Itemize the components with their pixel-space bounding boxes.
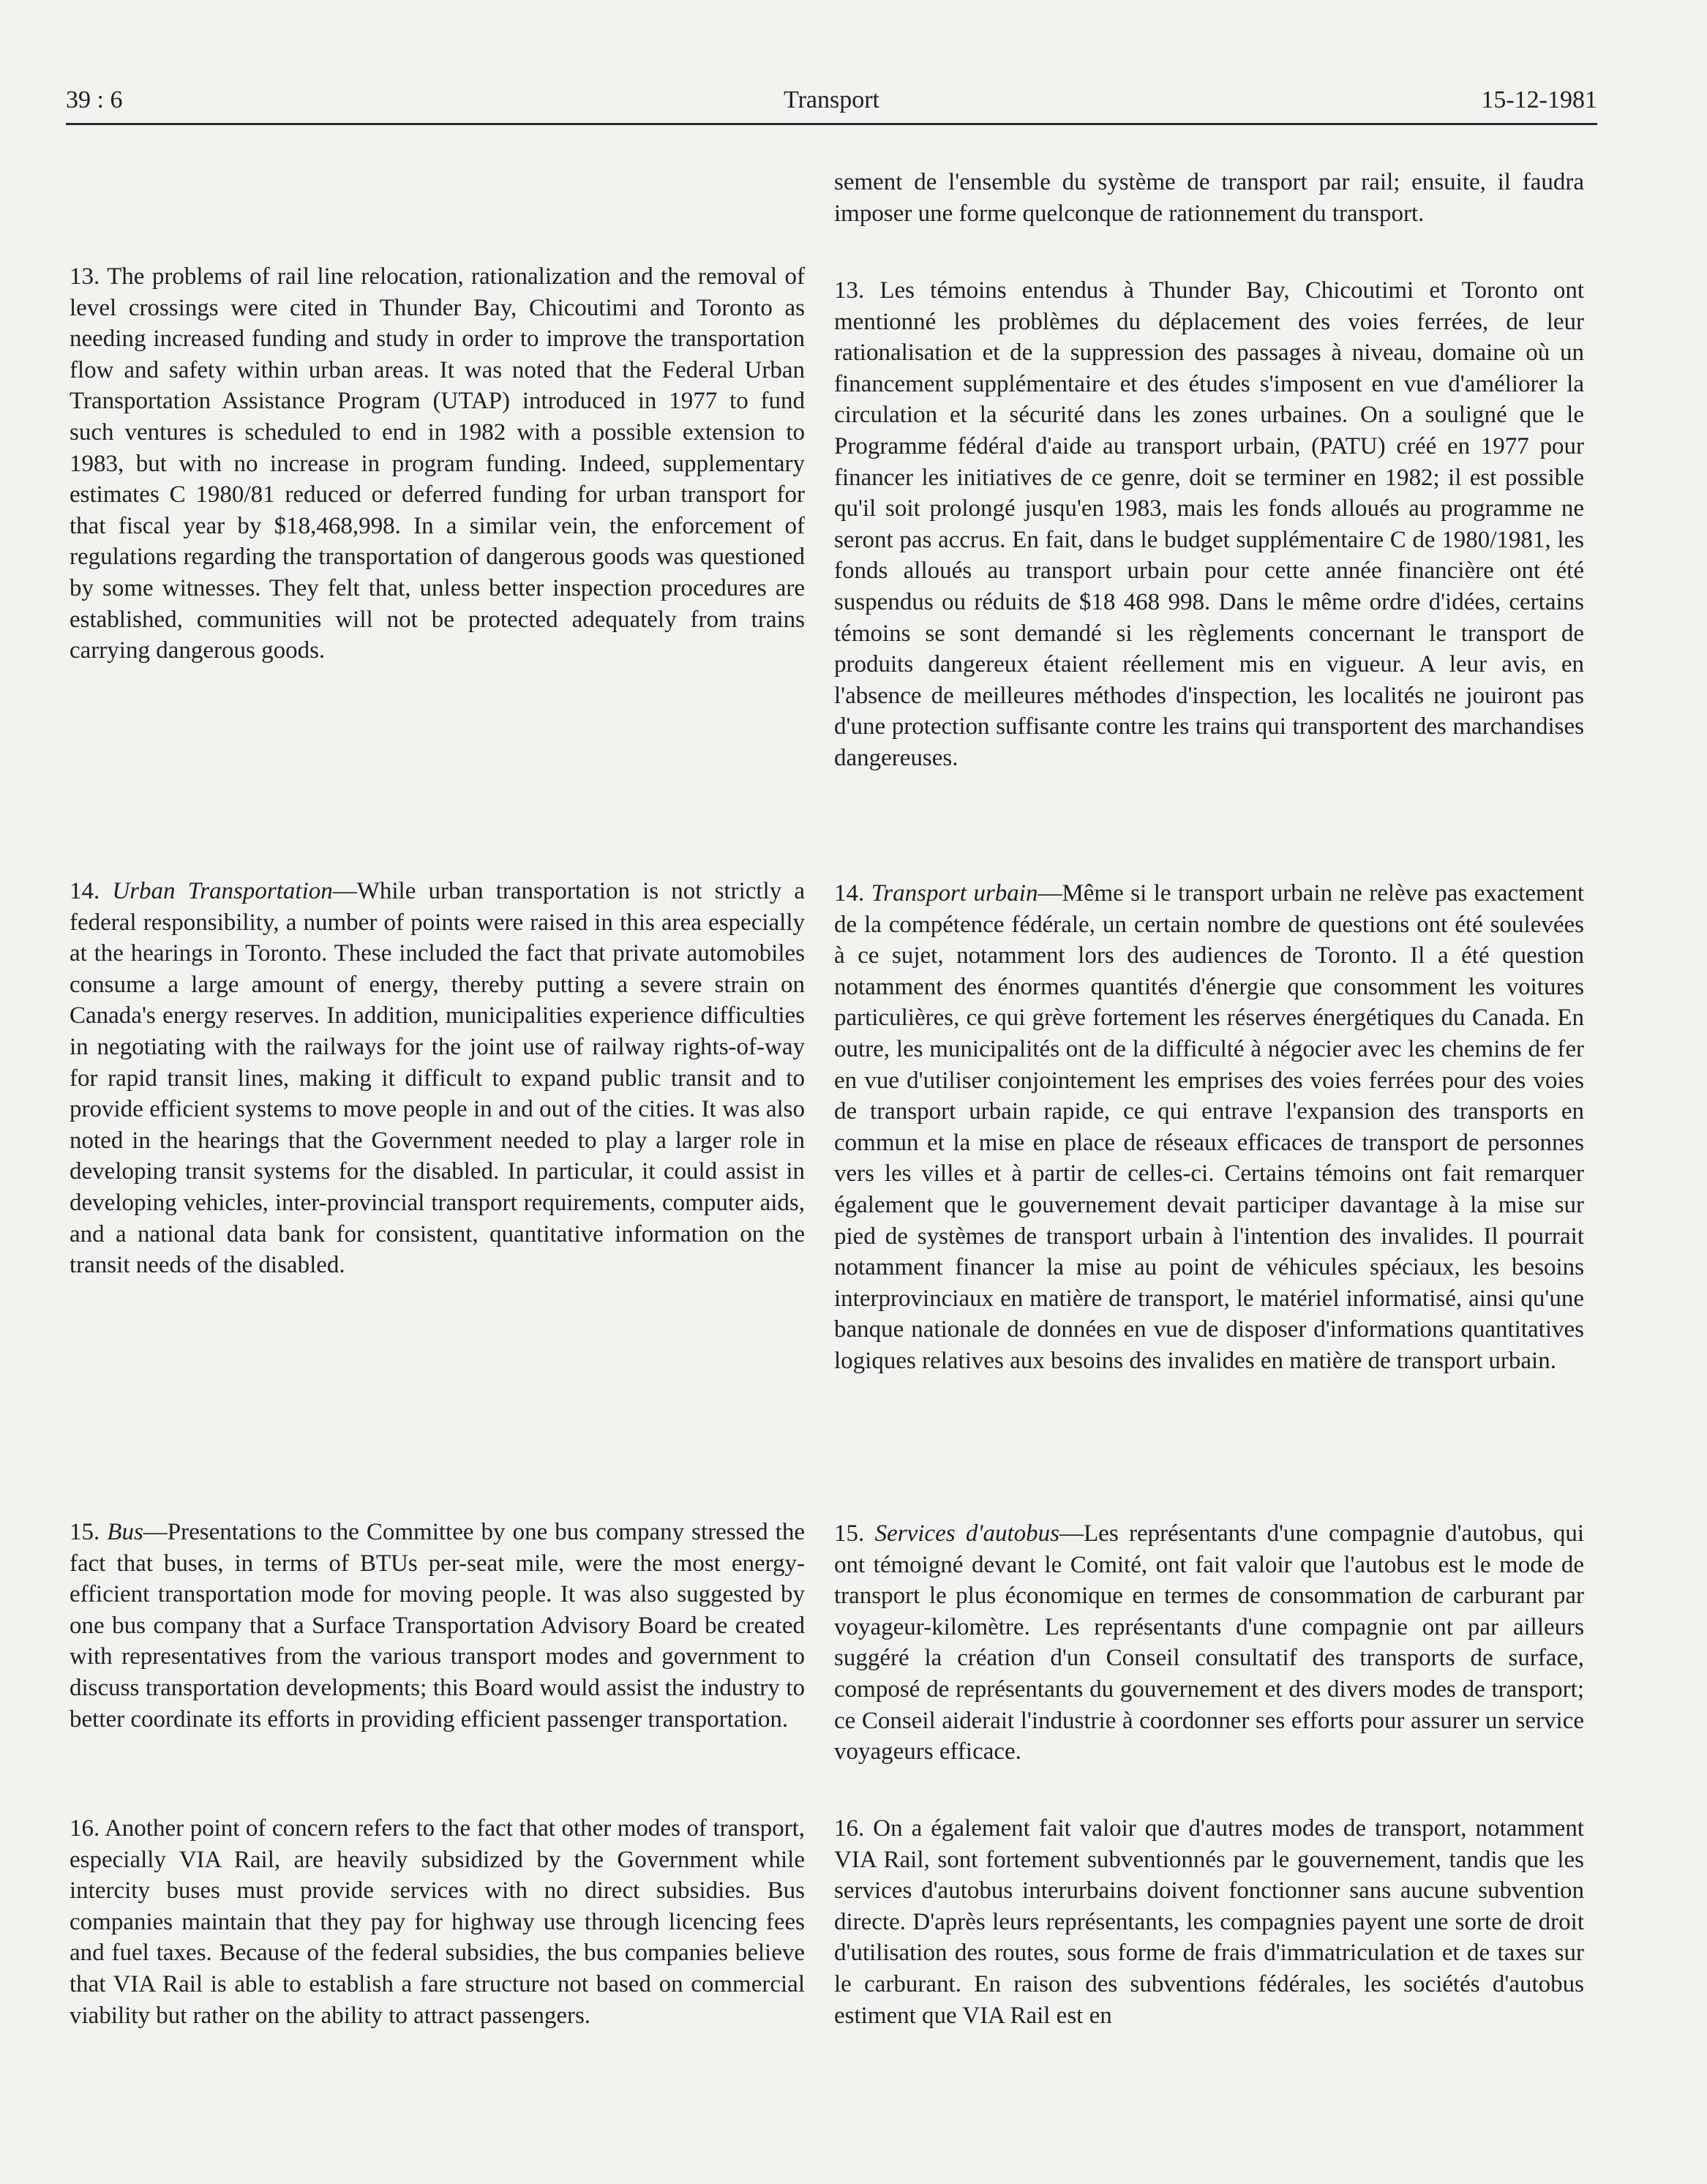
paragraph-14-en — [70, 876, 805, 1281]
paragraph-title: Urban Transportation — [112, 878, 333, 904]
paragraph-body: —Les représentants d'une compagnie d'autobus, qui ont témoigné devant le Comité, ont fait valoir que l'autobus est le mode de transport le plus économique en termes de consommation de carburant par voyageur-kilomètre. Les représentants d'une compagnie ont par ailleurs suggéré la création d'un Conseil consultatif des transports de surface, composé de représentants du gouvernement et des divers modes de transport; ce Conseil aiderait l'industrie à coordonner ses efforts pour assurer un service voyageurs efficace. — [834, 1520, 1584, 1765]
paragraph-title: Transport urbain — [871, 880, 1038, 907]
paragraph-body: —Même si le transport urbain ne relève pas exactement de la compétence fédérale, un certain nombre de questions ont été soulevées à ce sujet, notamment lors des audiences de Toronto. Il a été question notamment des énormes quantités d'énergie que consomment les voitures particulières, ce qui grève fortement les réserves énergétiques du Canada. En outre, les municipalités ont de la difficulté à négocier avec les chemins de fer en vue d'utiliser conjointement les emprises des voies ferrées pour des voies de transport urbain rapide, ce qui entrave l'expansion des transports en commun et la mise en place de réseaux efficaces de transport de personnes vers les villes et à partir de celles-ci. Certains témoins ont fait remarquer également que le gouvernement devait participer davantage à la mise sur pied de systèmes de transport urbain à l'intention des invalides. Il pourrait notamment financer la mise au point de véhicules spéciaux, les besoins interprovinciaux en matière de transport, le matériel informatisé, ainsi qu'une banque nationale de données en vue de disposer d'informations quantitatives logiques relatives aux besoins des invalides en matière de transport urbain. — [834, 880, 1584, 1374]
paragraph-12-continued-fr: sement de l'ensemble du système de transport par rail; ensuite, il faudra imposer une forme quelconque de rationnement du transport. — [834, 169, 1584, 227]
running-head — [66, 86, 1597, 119]
paragraph-body: —While urban transportation is not strictly a federal responsibility, a number of points were raised in this area especially at the hearings in Toronto. These included the fact that private automobiles consume a large amount of energy, thereby putting a severe strain on Canada's energy reserves. In addition, municipalities experience difficulties in negotiating with the railways for the joint use of railway rights-of-way for rapid transit lines, making it difficult to expand public transit and to provide efficient systems to move people in and out of the cities. It was also noted in the hearings that the Government needed to play a larger role in developing transit systems for the disabled. In particular, it could assist in developing vehicles, inter-provincial transport requirements, computer aids, and a national data bank for consistent, quantitative information on the transit needs of the disabled. — [70, 878, 805, 1279]
paragraph-13-en: 13. The problems of rail line relocation, rationalization and the removal of level crossings were cited in Thunder Bay, Chicoutimi and Toronto as needing increased funding and study in order to improve the transportation flow and safety within urban areas. It was noted that the Federal Urban Transportation Assistance Program (UTAP) introduced in 1977 to fund such ventures is scheduled to end in 1982 with a possible extension to 1983, but with no increase in program funding. Indeed, supplementary estimates C 1980/81 reduced or deferred funding for urban transport for that fiscal year by $18,468,998. In a similar vein, the enforcement of regulations regarding the transportation of dangerous goods was questioned by some witnesses. They felt that, unless better inspection procedures are established, communities will not be protected adequately from trains carrying dangerous goods. — [70, 263, 805, 664]
header-rule — [66, 123, 1597, 125]
issue-date: 15-12-1981 — [1481, 86, 1597, 113]
paragraph-14-fr — [834, 878, 1584, 1377]
paragraph-16-fr: 16. On a également fait valoir que d'autres modes de transport, notamment VIA Rail, sont fortement subventionnés par le gouvernement, tandis que les services d'autobus interurbains doivent fonctionner sans aucune subvention directe. D'après leurs représentants, les compagnies payent une sorte de droit d'utilisation des routes, sous forme de frais d'immatriculation et de taxes sur le carburant. En raison des subventions fédérales, les sociétés d'autobus estiment que VIA Rail est en — [834, 1815, 1584, 2029]
paragraph-number: 14. — [834, 880, 865, 907]
paragraph-title: Services d'autobus — [874, 1520, 1060, 1547]
paragraph-number: 15. — [70, 1519, 100, 1545]
paragraph-15-fr — [834, 1518, 1584, 1768]
paragraph-16-en: 16. Another point of concern refers to the fact that other modes of transport, especially VIA Rail, are heavily subsidized by the Government while intercity buses must provide services with no direct subsidies. Bus companies maintain that they pay for highway use through licencing fees and fuel taxes. Because of the federal subsidies, the bus companies believe that VIA Rail is able to establish a fare structure not based on commercial viability but rather on the ability to attract passengers. — [70, 1815, 805, 2029]
running-title: Transport — [784, 86, 879, 113]
paragraph-body: —Presentations to the Committee by one bus company stressed the fact that buses, in terms of BTUs per-seat mile, were the most energy-efficient transportation mode for moving people. It was also suggested by one bus company that a Surface Transportation Advisory Board be created with representatives from the various transport modes and government to discuss transportation developments; this Board would assist the industry to better coordinate its efforts in providing efficient passenger transportation. — [70, 1519, 805, 1733]
paragraph-title: Bus — [107, 1519, 143, 1545]
paragraph-13-fr: 13. Les témoins entendus à Thunder Bay, Chicoutimi et Toronto ont mentionné les problèmes du déplacement des voies ferrées, de leur rationalisation et de la suppression des passages à niveau, domaine où un financement supplémentaire et des études s'imposent en vue d'améliorer la circulation et la sécurité dans les zones urbaines. On a souligné que le Programme fédéral d'aide au transport urbain, (PATU) créé en 1977 pour financer les initiatives de ce genre, doit se terminer en 1982; il est possible qu'il soit prolongé jusqu'en 1983, mais les fonds alloués au programme ne seront pas accrus. En fait, dans le budget supplémentaire C de 1980/1981, les fonds alloués au transport urbain pour cette année financière ont été suspendus ou réduits de $18 468 998. Dans le même ordre d'idées, certains témoins se sont demandé si les règlements concernant le transport de produits dangereux étaient réellement mis en vigueur. A leur avis, en l'absence de meilleures méthodes d'inspection, les localités ne jouiront pas d'une protection suffisante contre les trains qui transportent des marchandises dangereuses. — [834, 277, 1584, 771]
page-number: 39 : 6 — [66, 86, 123, 113]
paragraph-number: 14. — [70, 878, 100, 904]
paragraph-15-en — [70, 1517, 805, 1735]
paragraph-number: 15. — [834, 1520, 865, 1547]
